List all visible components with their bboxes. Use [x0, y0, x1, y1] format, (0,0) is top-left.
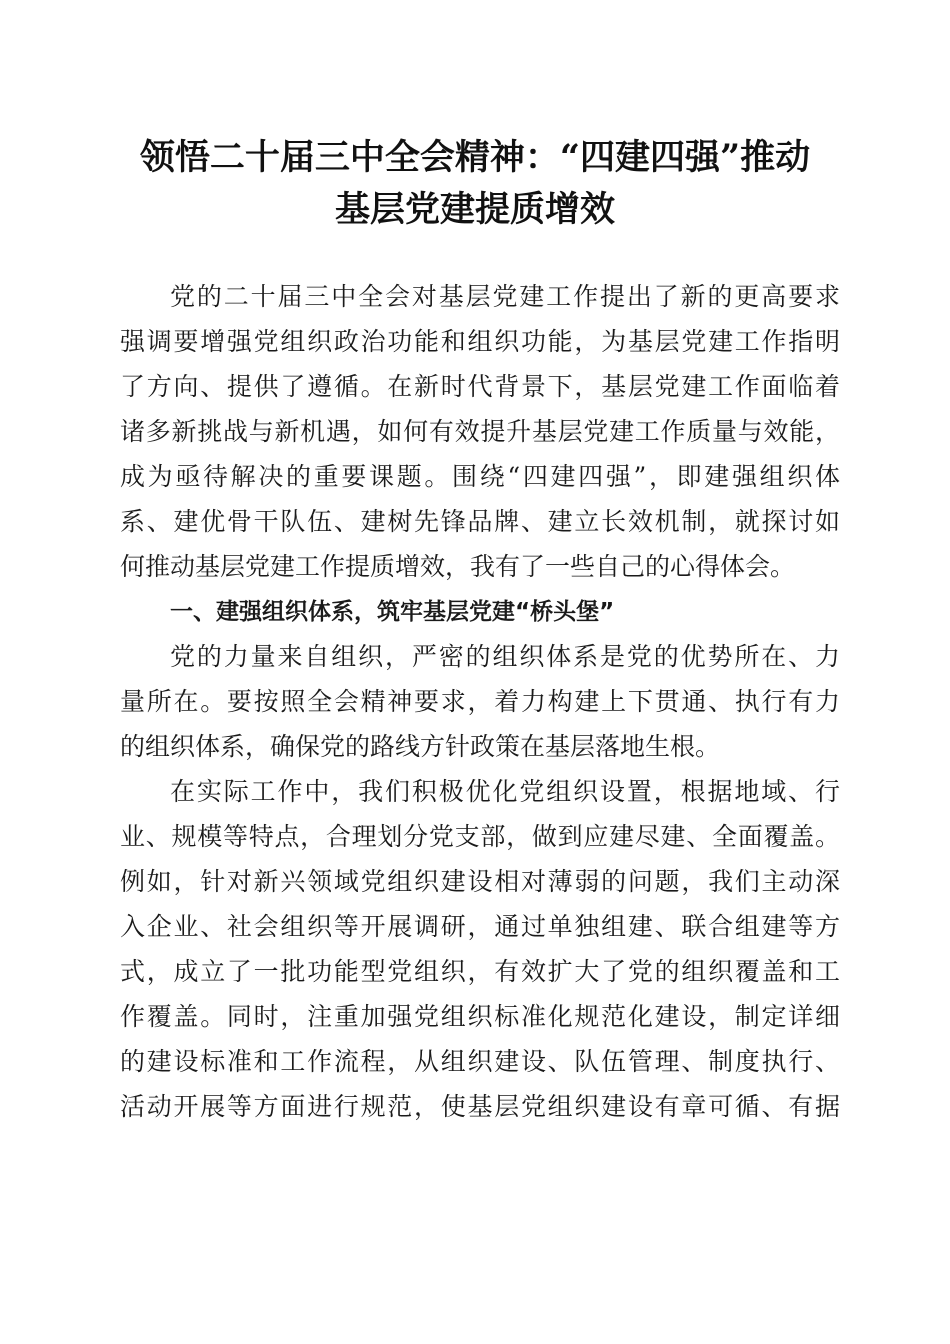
paragraph-line: 党的二十届三中全会对基层党建工作提出了新的更高要求 [170, 282, 840, 311]
paragraph-line: 诸多新挑战与新机遇，如何有效提升基层党建工作质量与效能， [120, 417, 840, 446]
paragraph-line: 式，成立了一批功能型党组织，有效扩大了党的组织覆盖和工 [120, 957, 840, 986]
paragraph-line: 量所在。要按照全会精神要求，着力构建上下贯通、执行有力 [120, 687, 840, 716]
paragraph-line: 何推动基层党建工作提质增效，我有了一些自己的心得体会。 [120, 552, 796, 581]
paragraph-line: 例如，针对新兴领域党组织建设相对薄弱的问题，我们主动深 [120, 867, 840, 896]
paragraph-line: 作覆盖。同时，注重加强党组织标准化规范化建设，制定详细 [120, 1002, 840, 1031]
paragraph-line: 的组织体系，确保党的路线方针政策在基层落地生根。 [120, 732, 721, 761]
document-title-line-2: 基层党建提质增效 [334, 189, 615, 230]
paragraph-line: 业、规模等特点，合理划分党支部，做到应建尽建、全面覆盖。 [120, 822, 840, 851]
paragraph-line: 活动开展等方面进行规范，使基层党组织建设有章可循、有据 [120, 1092, 840, 1121]
paragraph-line: 党的力量来自组织，严密的组织体系是党的优势所在、力 [170, 642, 840, 671]
paragraph-line: 成为亟待解决的重要课题。围绕“四建四强”，即建强组织体 [120, 462, 840, 491]
paragraph-line: 系、建优骨干队伍、建树先锋品牌、建立长效机制，就探讨如 [120, 507, 840, 536]
paragraph-line: 在实际工作中，我们积极优化党组织设置，根据地域、行 [170, 777, 840, 806]
paragraph-line: 的建设标准和工作流程，从组织建设、队伍管理、制度执行、 [120, 1047, 840, 1076]
section-heading: 一、建强组织体系，筑牢基层党建“桥头堡” [170, 599, 615, 625]
paragraph-line: 入企业、社会组织等开展调研，通过单独组建、联合组建等方 [120, 912, 840, 941]
paragraph-line: 强调要增强党组织政治功能和组织功能，为基层党建工作指明 [120, 327, 840, 356]
document-title-line-1: 领悟二十届三中全会精神：“四建四强”推动 [139, 137, 811, 178]
paragraph-line: 了方向、提供了遵循。在新时代背景下，基层党建工作面临着 [120, 372, 840, 401]
